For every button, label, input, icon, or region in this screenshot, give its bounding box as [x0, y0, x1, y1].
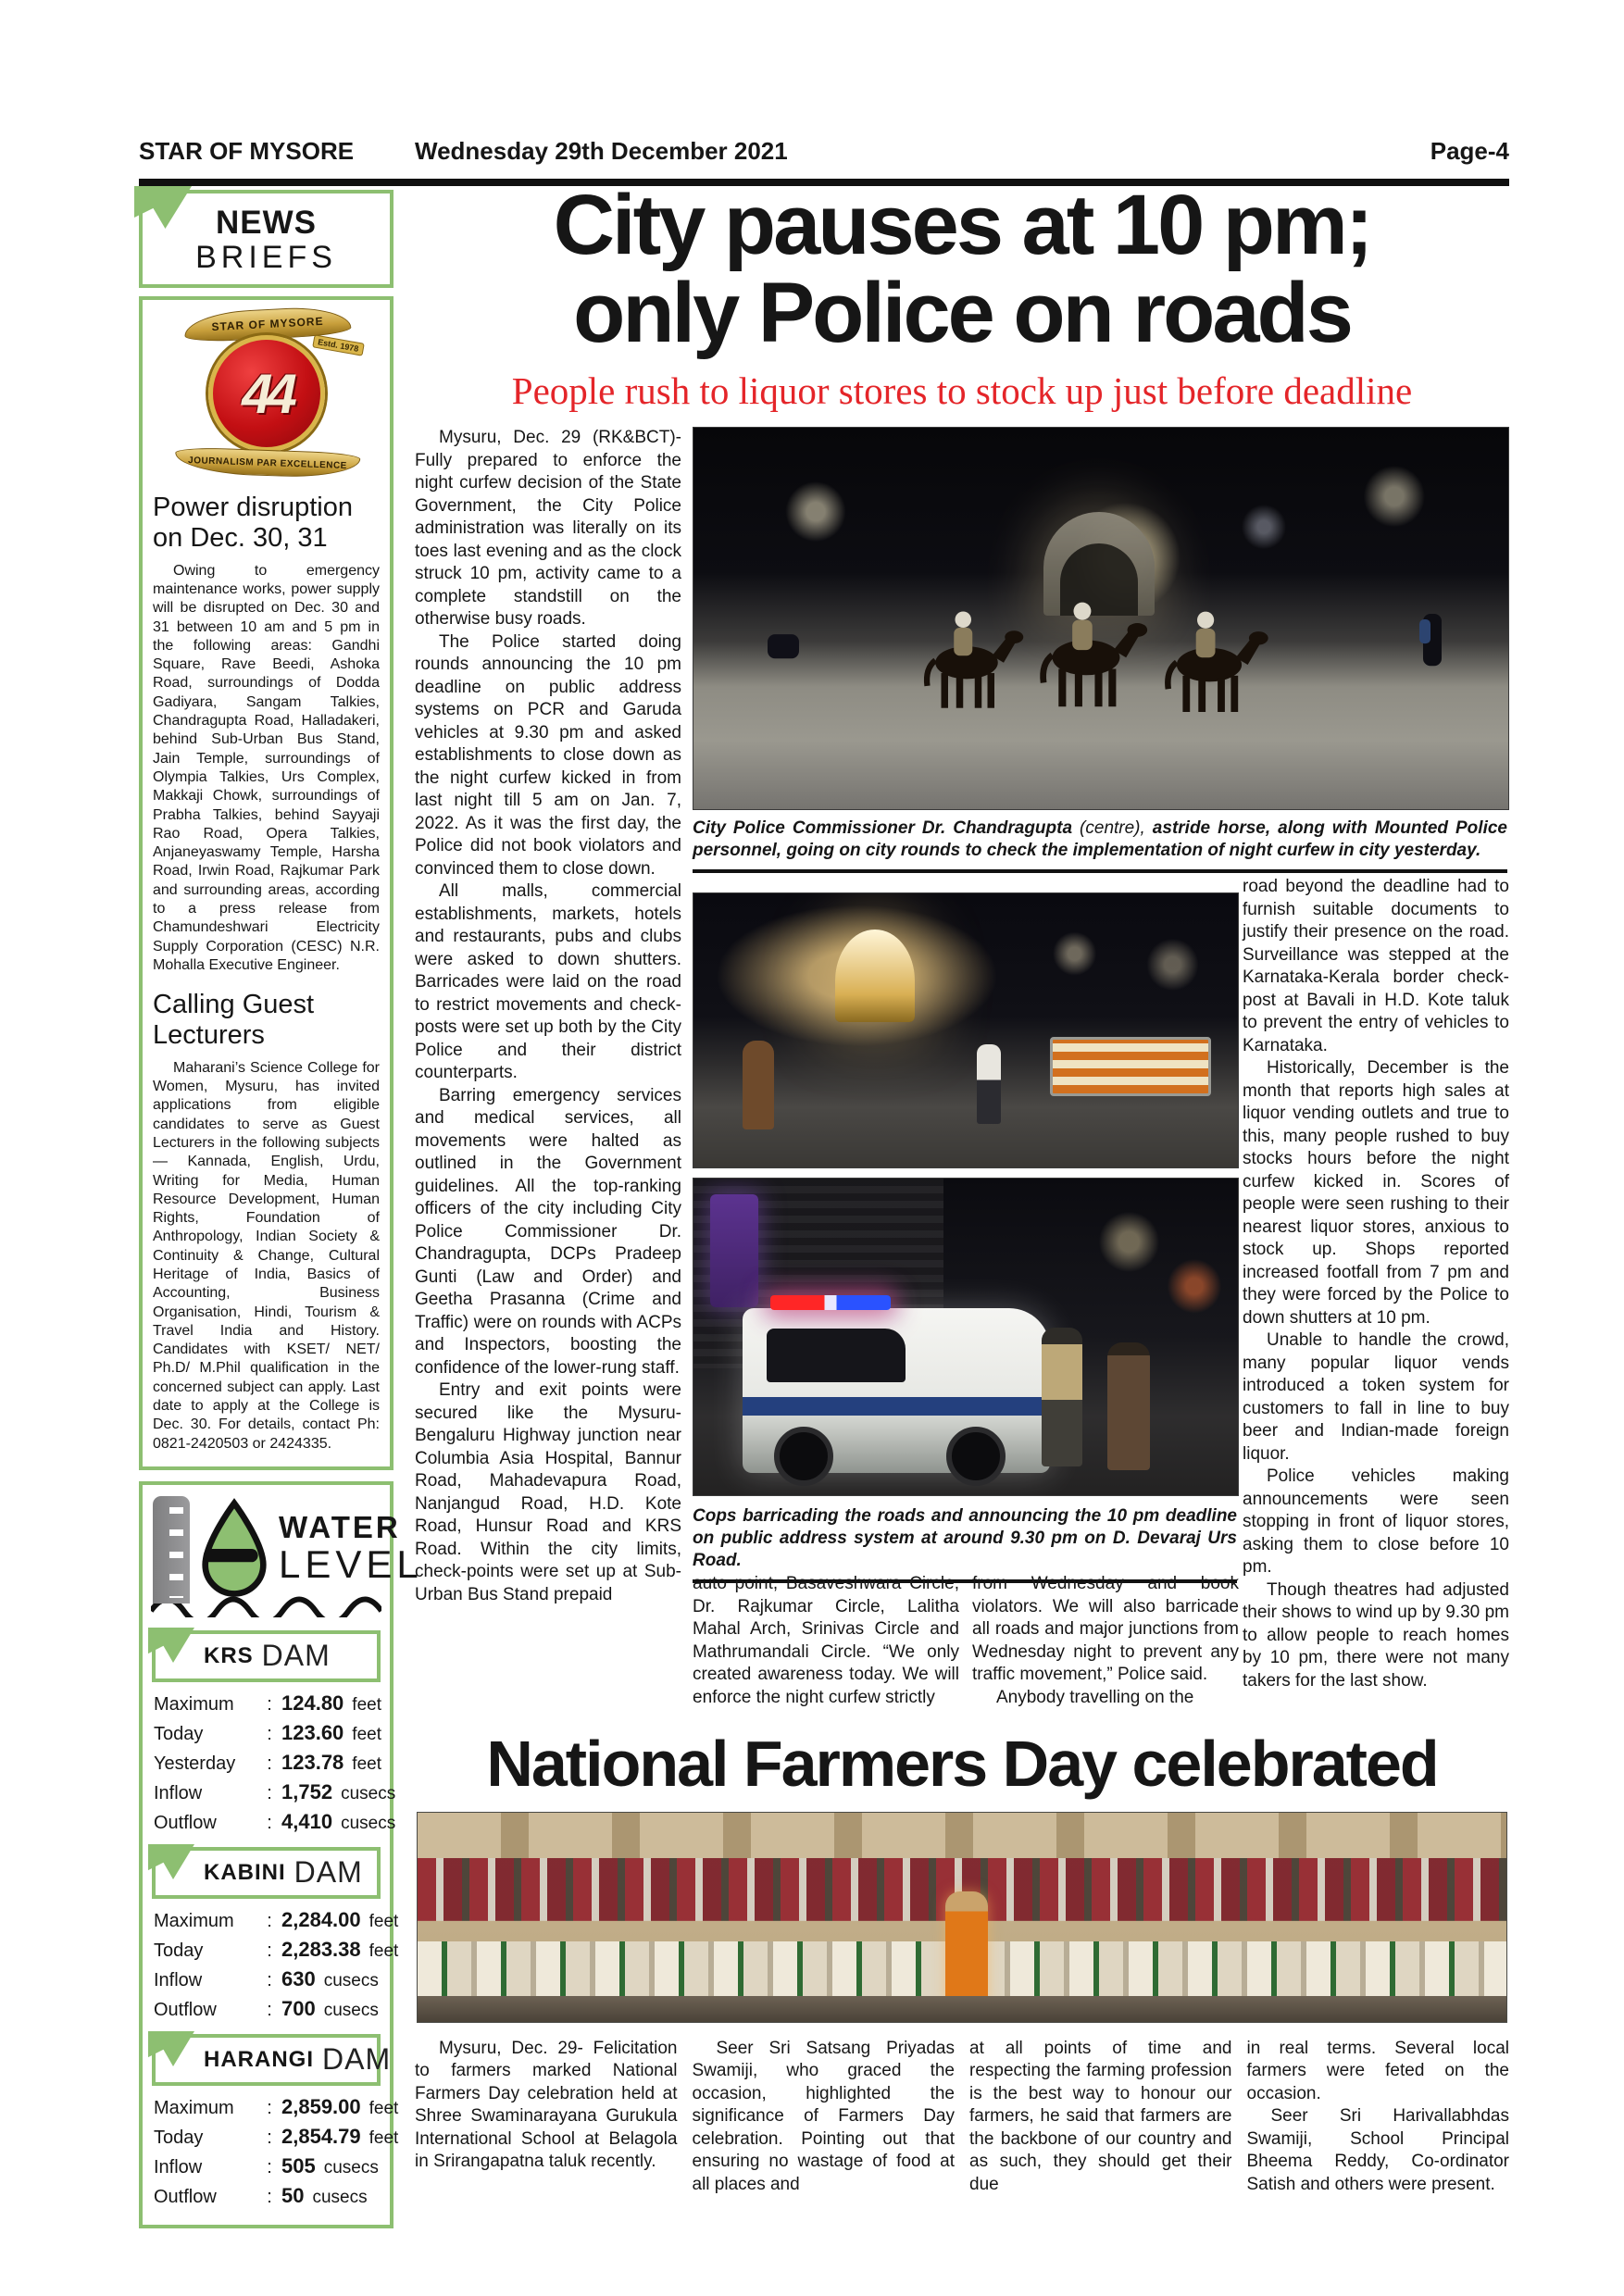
table-row: [154, 1691, 379, 1716]
row-label: Inflow: [154, 1782, 203, 1803]
row-value: 50: [281, 2183, 305, 2207]
logo-top-ribbon: STAR OF MYSORE: [183, 305, 351, 343]
row-label: Inflow: [154, 2156, 203, 2177]
row-label: Outflow: [154, 2186, 217, 2207]
row-unit: feet: [352, 1753, 381, 1774]
logo-44-emblem: [208, 335, 325, 452]
row-unit: feet: [369, 1940, 399, 1961]
brief-body-power-disruption: [153, 562, 380, 976]
story-paragraph: Anybody travelling on the: [996, 1687, 1194, 1707]
table-row: [154, 2124, 399, 2149]
news-briefs-column: [139, 190, 423, 2228]
logo-44-number: 44: [242, 362, 291, 425]
corner-flag-icon: [148, 1844, 194, 1879]
story-column-2: [693, 1573, 959, 1709]
dam-table-harangi: [151, 2094, 399, 2208]
row-unit: feet: [369, 2098, 399, 2118]
story-paragraph: All malls, commercial establishments, markets, hotels and restaurants, pubs and clubs were asked to down shutters. Barricades were laid on the road to restrict movements and check-posts were set up both by the City Police and their district counterparts.: [415, 881, 681, 1083]
photo-farmers-day-group: [417, 1812, 1507, 2023]
pedestrian-silhouette: [743, 1041, 774, 1129]
table-row: [154, 1937, 399, 1962]
story-paragraph: Though theatres had adjusted their shows to wind up by 9.30 pm to allow people to reach homes by 10 pm, there were not many takers for the last show.: [1243, 1579, 1509, 1691]
row-colon: :: [267, 1969, 272, 1990]
caption-text: City Police Commissioner Dr. Chandragupta: [693, 818, 1081, 839]
water-title-line2: LEVEL: [279, 1542, 423, 1587]
story-paragraph: at all points of time and respecting the farming profession is the best way to honour our farmers, he said that farmers are the backbone of our country and as such, they should get their due: [969, 2038, 1232, 2194]
jeep-wheel: [946, 1427, 1006, 1486]
dam-name-rest: DAM: [322, 2042, 392, 2077]
photo-street-checkpost-night: [693, 892, 1239, 1168]
table-row: [154, 1751, 379, 1775]
table-row: [154, 1779, 396, 1804]
dam-name-bold: KRS: [204, 1642, 254, 1668]
row-unit: cusecs: [312, 2187, 368, 2207]
row-unit: feet: [352, 1724, 381, 1744]
story-paragraph: road beyond the deadline had to furnish suitable documents to justify their presence on the road. Surveillance was stepped at the Karnataka-Kerala border check-post at Bavali in H.D. Kote taluk to prevent the entry of vehicles to Karnataka.: [1243, 877, 1509, 1055]
logo-estd-badge: Estd. 1978: [312, 335, 364, 356]
row-unit: feet: [369, 2128, 399, 2148]
row-label: Maximum: [154, 1910, 234, 1931]
dam-header-krs: [152, 1630, 381, 1682]
lead-story: [415, 178, 1509, 2196]
row-colon: :: [267, 2097, 272, 2118]
photo1-caption: [693, 817, 1507, 873]
traffic-cop-silhouette: [977, 1044, 1001, 1124]
row-colon: :: [267, 1723, 272, 1744]
table-row: [154, 2094, 399, 2119]
dam-name-bold: HARANGI: [204, 2046, 314, 2072]
row-label: Today: [154, 2127, 204, 2148]
table-row: [154, 1721, 379, 1745]
story-paragraph: Mysuru, Dec. 29- Felicitation to farmers marked National Farmers Day celebration held at Shree Swaminarayana Gurukula International School at Belagola in Srirangapatna taluk recently.: [415, 2038, 678, 2172]
row-unit: cusecs: [323, 2000, 379, 2020]
photo-foreground: [418, 1996, 1506, 2021]
story-paragraph: in real terms. Several local farmers were feted on the occasion.: [1246, 2038, 1509, 2103]
row-label: Outflow: [154, 1999, 217, 2020]
table-row: [154, 1809, 396, 1834]
logo-bottom-ribbon: JOURNALISM PAR EXCELLENCE: [174, 447, 360, 480]
farmers-column-1: [415, 2038, 678, 2197]
row-colon: :: [267, 1999, 272, 2020]
story-paragraph: Barring emergency services and medical services, all movements were halted as outlined in the Government guidelines. All the top-ranking officers of the city including City Police Commissioner Dr. Chandragupta, DCPs Pradeep Gunti (Law and Order) and Geetha Prasanna (Crime and Traffic) were on rounds with ACPs and Inspectors, boosting the confidence of the lower-rung staff.: [415, 1085, 681, 1378]
row-value: 1,752: [281, 1779, 333, 1803]
news-briefs-title-line2: BRIEFS: [195, 239, 337, 275]
water-level-box: [139, 1481, 423, 2228]
story-paragraph: Seer Sri Harivallabhdas Swamiji, School Principal Bheema Reddy, Co-ordinator Satish and others were present.: [1246, 2106, 1509, 2194]
photo-mounted-police-night-rounds: [693, 427, 1509, 810]
horse-silhouettes: [693, 428, 1508, 809]
row-colon: :: [267, 2127, 272, 2148]
lead-headline: [415, 178, 1509, 360]
row-colon: :: [267, 1812, 272, 1833]
row-unit: feet: [369, 1911, 399, 1931]
story-paragraph: Unable to handle the crowd, many popular liquor vends introduced a token system for customers to fall in line to buy beer and Indian-made foreign liquor.: [1243, 1330, 1509, 1464]
row-colon: :: [267, 2186, 272, 2207]
story-paragraph: from Wednesday and book violators. We will also barricade all roads and major junctions from Wednesday night to prevent any traffic movement,” Police said.: [972, 1574, 1239, 1685]
row-label: Maximum: [154, 1693, 234, 1715]
dam-header-kabini: [152, 1847, 381, 1899]
table-row: [154, 1907, 399, 1932]
story-column-3: [972, 1573, 1239, 1709]
headline-line2: only Police on roads: [573, 266, 1351, 360]
brief-paragraph: Owing to emergency maintenance works, power supply will be disrupted on Dec. 30 and 31 between 10 am and 5 pm in the following areas: Gandhi Square, Rave Beedi, Ashoka Road, surroundings of Dodda Gadiyara, Sangam Talkies, Chandragupta Road, Halladakeri, behind Sub-Urban Bus Stand, Jain Temple, surroundings of Olympia Talkies, Urs Complex, Makkaji Chowk, surroundings of Prabha Talkies, behind Sayyaji Rao Road, Opera Talkies, Anjaneyaswamy Temple, Harsha Road, Irwin Road, Rajkumar Park and surrounding areas, according to a press release from Chamundeshwari Electricity Supply Corporation (CESC) N.R. Mohalla Executive Engineer.: [153, 562, 380, 973]
row-colon: :: [267, 1753, 272, 1774]
row-value: 2,283.38: [281, 1937, 361, 1961]
lit-pavilion: [835, 930, 915, 1022]
table-row: [154, 1997, 379, 2021]
row-unit: cusecs: [323, 1970, 379, 1990]
jeep-lightbar: [770, 1295, 891, 1310]
brief-title-power-disruption: Power disruption on Dec. 30, 31: [153, 493, 353, 553]
police-jeep: [743, 1308, 1050, 1473]
dam-name-rest: DAM: [294, 1855, 363, 1890]
row-value: 123.60: [281, 1720, 344, 1744]
row-value: 700: [281, 1996, 316, 2020]
dam-header-harangi: [152, 2034, 392, 2086]
row-colon: :: [267, 1782, 272, 1803]
corner-flag-icon: [148, 2031, 194, 2066]
row-value: 123.78: [281, 1750, 344, 1774]
row-label: Inflow: [154, 1969, 203, 1990]
row-value: 124.80: [281, 1691, 344, 1715]
page-number: Page-4: [1430, 137, 1509, 165]
story-paragraph: Entry and exit points were secured like the Mysuru-Bengaluru Highway junction near Columbia Asia Hospital, Bannur Road, Mahadevapura Road, Nanjangud Road, H.D. Kote Road, Hunsur Road and KRS Road. Within the city limits, check-points were set up at Sub-Urban Bus Stand prepaid: [415, 1380, 681, 1604]
story-paragraph: Historically, December is the month that reports high sales at liquor vending outlets and true to this, many people rushed to buy stocks hours before the night curfew kicked in. Scores of people were seen rushing to their nearest liquor stores, anxious to stock up. Shops reported increased footfall from 7 pm and they were forced by the Police to down shutters at 10 pm.: [1243, 1058, 1509, 1328]
row-value: 505: [281, 2153, 316, 2177]
headline-line1: City pauses at 10 pm;: [553, 178, 1371, 272]
story-column-4: [1243, 876, 1509, 1692]
row-value: 2,859.00: [281, 2094, 361, 2118]
lead-subhead: People rush to liquor stores to stock up just before deadline: [511, 369, 1413, 412]
row-value: 630: [281, 1966, 316, 1990]
jeep-wheel: [774, 1427, 833, 1486]
gauge-ruler-icon: [153, 1496, 190, 1603]
story-paragraph: The Police started doing rounds announcing the 10 pm deadline on public address systems on PCR and Garuda vehicles at 9.30 pm and asked establishments to close down as the night curfew kicked in from last night till 5 am on Jan. 7, 2022. As it was the first day, the Police did not book violators and convinced them to close down.: [415, 631, 681, 879]
row-value: 4,410: [281, 1809, 333, 1833]
table-row: [154, 2184, 379, 2208]
story-paragraph: Police vehicles making announcements were seen stopping in front of liquor stores, asking them to close before 10 pm.: [1243, 1466, 1509, 1578]
row-label: Today: [154, 1940, 204, 1961]
star-of-mysore-anniversary-logo: [168, 309, 366, 478]
table-row: [154, 1967, 379, 1991]
brief-body-guest-lecturers: [153, 1059, 380, 1454]
brief-paragraph: Maharani’s Science College for Women, Mysuru, has invited applications from eligible candidates to serve as Guest Lecturers in the following subjects — Kannada, English, Urdu, Writing for Media, Human Resource Development, Human Rights, Foundation of Anthropology, Indian Society & Continuity & Change, Cultural Heritage of India, Basics of Accounting, Business Organisation, Hindi, Tourism & Travel India and History. Candidates with KSET/ NET/ Ph.D/ M.Phil qualification in the concerned subject can apply. Last date to apply at the College is Dec. 30. For details, contact Ph: 0821-2420503 or 2424335.: [153, 1059, 380, 1452]
dam-name-rest: DAM: [261, 1639, 331, 1673]
water-level-title: [279, 1511, 423, 1585]
story-paragraph: auto point, Basaveshwara Circle, Dr. Rajkumar Circle, Lalitha Mahal Arch, Srinivas Circle and Mathrumandali Circle. “We only created awareness today. We will enforce the night curfew strictly: [693, 1574, 959, 1707]
story-paragraph: Seer Sri Satsang Priyadas Swamiji, who graced the occasion, highlighted the significance of Farmers Day celebration. Pointing out that ensuring no wastage of food at all places and: [692, 2038, 955, 2194]
school-building-backdrop: [418, 1813, 1506, 1859]
traffic-barricade: [1050, 1037, 1211, 1096]
row-unit: cusecs: [323, 2157, 379, 2177]
jeep-windshield: [767, 1329, 906, 1382]
row-unit: cusecs: [341, 1813, 396, 1833]
dam-table-kabini: [151, 1907, 399, 2021]
farmers-story-columns: [415, 2038, 1509, 2197]
story-paragraph: Mysuru, Dec. 29 (RK&BCT)- Fully prepared to enforce the night curfew decision of the State Government, the City Police administration was literally on its toes last evening and as the clock struck 10 pm, activity came to a complete standstill on the otherwise busy roads.: [415, 428, 681, 630]
photo-police-jeep-announcement: [693, 1178, 1239, 1496]
jeep-police-stripe: [743, 1397, 1050, 1416]
row-colon: :: [267, 2156, 272, 2177]
shop-sign: [710, 1194, 758, 1307]
farmers-headline: National Farmers Day celebrated: [486, 1728, 1438, 1801]
farmers-column-2: [693, 2038, 956, 2197]
row-label: Maximum: [154, 2097, 234, 2118]
water-title-line1: WATER: [279, 1509, 401, 1544]
row-value: 2,854.79: [281, 2124, 361, 2148]
farmers-column-4: [1247, 2038, 1510, 2197]
story-column-1: [415, 427, 681, 1606]
page-header: [139, 137, 1509, 168]
swamiji-figure: [945, 1891, 988, 2003]
row-label: Yesterday: [154, 1753, 236, 1774]
briefs-body-box: [139, 296, 394, 1470]
dam-table-krs: [151, 1691, 396, 1834]
lead-story-body: [415, 425, 1509, 1725]
issue-date: Wednesday 29th December 2021: [415, 137, 788, 165]
news-briefs-title-line1: NEWS: [216, 205, 317, 241]
table-row: [154, 2154, 379, 2178]
brief-title-guest-lecturers: Calling Guest Lecturers: [153, 990, 315, 1050]
photo2-caption: Cops barricading the roads and announcing the 10 pm deadline on public address system at around 9.30 pm on D. Devaraj Urs Road.: [693, 1505, 1237, 1583]
farmers-day-story: [415, 1730, 1509, 2196]
farmers-column-3: [969, 2038, 1232, 2197]
caption-text-plain: (centre),: [1080, 818, 1145, 839]
row-colon: :: [267, 1940, 272, 1961]
row-label: Today: [154, 1723, 204, 1744]
row-unit: feet: [352, 1694, 381, 1715]
dam-name-bold: KABINI: [204, 1859, 286, 1885]
row-unit: cusecs: [341, 1783, 396, 1803]
police-officer-silhouette: [1042, 1328, 1082, 1466]
row-colon: :: [267, 1693, 272, 1715]
news-briefs-box: [139, 190, 394, 288]
corner-flag-icon: [148, 1628, 194, 1663]
row-label: Outflow: [154, 1812, 217, 1833]
row-value: 2,284.00: [281, 1907, 361, 1931]
row-colon: :: [267, 1910, 272, 1931]
masthead: STAR OF MYSORE: [139, 137, 355, 165]
civilian-silhouette: [1107, 1342, 1150, 1470]
caption-text: astride horse, along with Mounted Police personnel, going on city rounds to check the implementation of night curfew in city yesterday.: [693, 818, 1507, 861]
